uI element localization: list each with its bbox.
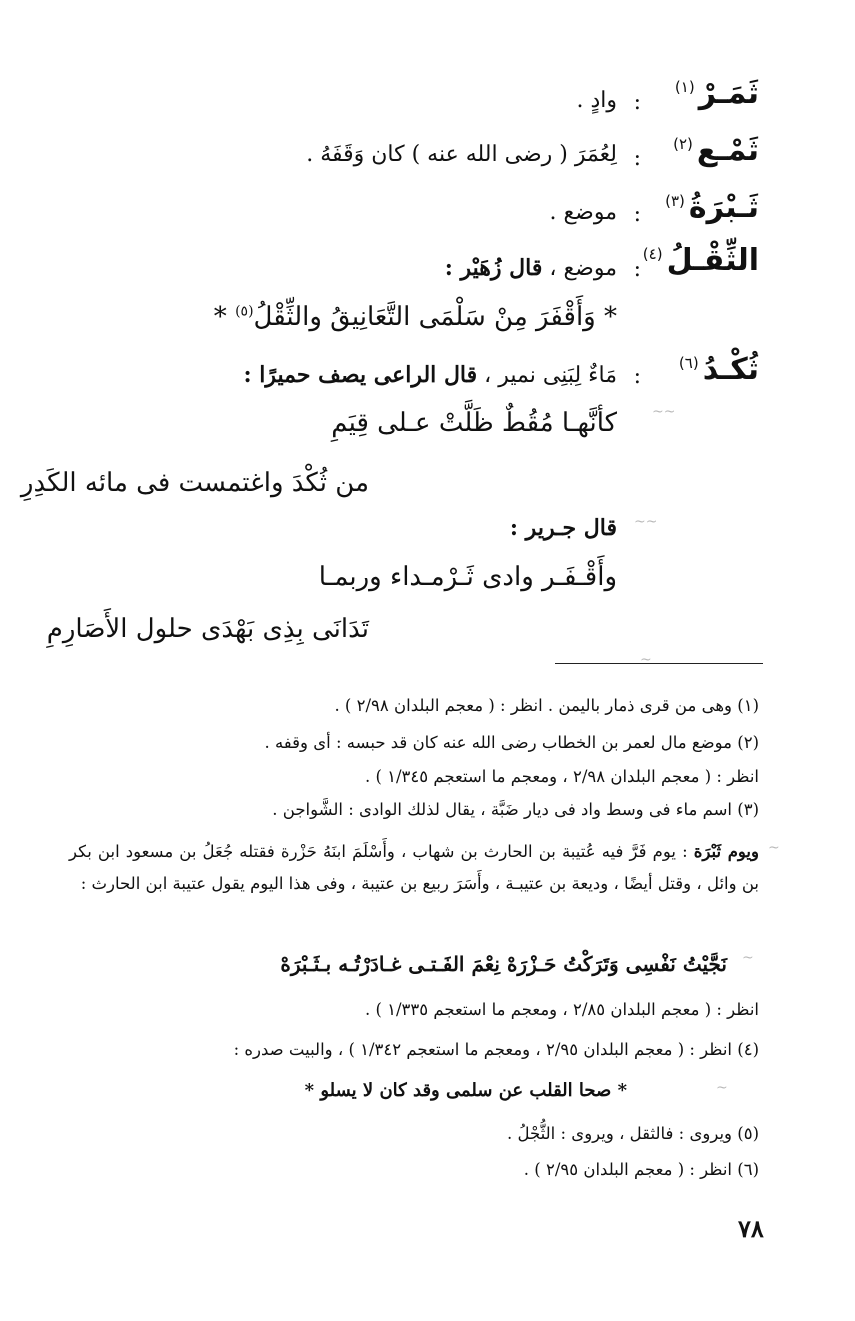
footnote-3-verse: نَجَّيْتُ نَفْسِى وَتَرَكْتُ حَـزْرَهْ نِعْمَ الفَـتـى غـادَرْتُـه بـثَـبْرَهْ — [280, 952, 727, 976]
entry-colon: : — [633, 364, 641, 389]
footnote-2: (٢) موضع مال لعمر بن الخطاب رضى الله عنه كان قد حبسه : أى وقفه . — [264, 733, 759, 752]
headword-text: ثَمَـرْ — [698, 76, 759, 111]
verse-jarir-second-hemistich: تَدَانَى بِذِى بَهْدَى حلول الأَصَارِمِ — [46, 614, 369, 644]
entry-colon: : — [633, 90, 641, 115]
entry-headword-thiql — [643, 243, 759, 278]
footnote-marker: (٢) — [673, 135, 693, 153]
footnote-1: (١) وهى من قرى ذمار باليمن . انظر : ( معجم البلدان ٢/٩٨ ) . — [334, 696, 759, 715]
day-label: ويوم ثَبْرَة — [693, 842, 759, 861]
verse-text: * وَأَقْفَرَ مِنْ سَلْمَى التَّعَانِيقُ والثِّقْلُ — [253, 302, 617, 332]
footnote-marker: (٦) — [678, 354, 699, 372]
verse-raai-first-hemistich: كأنَّهـا مُقُطٌ ظَلَّتْ عـلى قِيَمِ — [331, 408, 617, 438]
margin-annotation-mark: ~~ — [652, 404, 676, 420]
definition-plain: موضع ، — [542, 256, 617, 281]
footnote-3: (٣) اسم ماء فى وسط واد فى ديار ضَبَّة ، يقال لذلك الوادى : الشَّواجن . — [272, 800, 759, 819]
entry-colon: : — [633, 202, 641, 227]
entry-headword-thamar — [675, 76, 759, 111]
footnote-4: (٤) انظر : ( معجم البلدان ٢/٩٥ ، ومعجم ما استعجم ١/٣٤٢ ) ، والبيت صدره : — [233, 1040, 759, 1059]
footnote-3-day-paragraph — [69, 836, 759, 900]
margin-annotation-mark: ~~ — [634, 514, 658, 530]
verse-raai-second-hemistich: من ثُكْدَ واغتمست فى مائه الكَدِرِ — [20, 468, 369, 498]
entry-headword-thabra — [665, 190, 759, 225]
margin-annotation-mark: ~ — [742, 950, 754, 966]
footnote-2-reference: انظر : ( معجم البلدان ٢/٩٨ ، ومعجم ما استعجم ١/٣٤٥ ) . — [364, 767, 759, 786]
headword-text: ثَمْـع — [696, 133, 759, 168]
entry-headword-thukd — [679, 352, 759, 387]
footnote-6: (٦) انظر : ( معجم البلدان ٢/٩٥ ) . — [523, 1160, 759, 1179]
definition-bold: قال زُهَيْر : — [444, 255, 543, 281]
entry-headword-thama — [673, 133, 759, 168]
entry-colon: : — [633, 257, 641, 282]
entry-definition — [445, 255, 617, 281]
footnote-marker: (٣) — [665, 192, 685, 210]
footnote-separator — [555, 663, 763, 664]
verse-jarir-first-hemistich: وأَقْـفَـر وادى ثَـرْمـداء وربمـا — [318, 562, 617, 592]
entry-colon: : — [633, 146, 641, 171]
entry-definition: لِعُمَرَ ( رضى الله عنه ) كان وَقَفَهُ . — [306, 142, 617, 167]
headword-text: الثِّقْـلُ — [666, 243, 759, 278]
page-number: ٧٨ — [738, 1214, 764, 1243]
margin-annotation-mark: ~ — [768, 840, 780, 856]
day-text: : يوم فَرَّ فيه عُتيبة بن الحارث بن شهاب ، وأَسْلَمَ ابنَهُ حَزْرة فقتله جُعَلُ بن مسعود ابن بكر بن وائل ، وقتل أيضًا ، وديعة بن عتيبـة ، وأَسَرَ ربيع بن عتيبة ، وفى هذا اليوم يقول عتيبة ابن الحارث : — [69, 842, 759, 893]
footnote-3-reference: انظر : ( معجم البلدان ٢/٨٥ ، ومعجم ما استعجم ١/٣٣٥ ) . — [364, 1000, 759, 1019]
footnote-marker: (٤) — [642, 245, 663, 263]
footnote-5: (٥) ويروى : فالثقل ، ويروى : الثُّجْلُ . — [507, 1124, 759, 1143]
entry-definition: موضع . — [549, 200, 617, 225]
footnote-marker: (١) — [674, 78, 695, 96]
definition-bold: قال الراعى يصف حميرًا : — [243, 362, 478, 388]
margin-annotation-mark: ~ — [716, 1080, 728, 1096]
margin-annotation-mark: ~ — [640, 652, 652, 668]
headword-text: ثَـبْرَةُ — [688, 190, 759, 225]
footnote-4-verse: * صحا القلب عن سلمى وقد كان لا يسلو * — [304, 1080, 627, 1101]
verse-end-mark: * — [213, 302, 227, 332]
entry-definition: وادٍ . — [576, 88, 617, 113]
verse-zuhair — [214, 302, 617, 332]
entry-definition — [243, 362, 617, 388]
definition-plain: مَاءٌ لِبَنِى نمير ، — [477, 363, 617, 388]
headword-text: ثُكْـدُ — [702, 352, 759, 387]
footnote-marker: (٥) — [235, 303, 254, 320]
jarir-intro: قال جـرير : — [509, 515, 617, 541]
